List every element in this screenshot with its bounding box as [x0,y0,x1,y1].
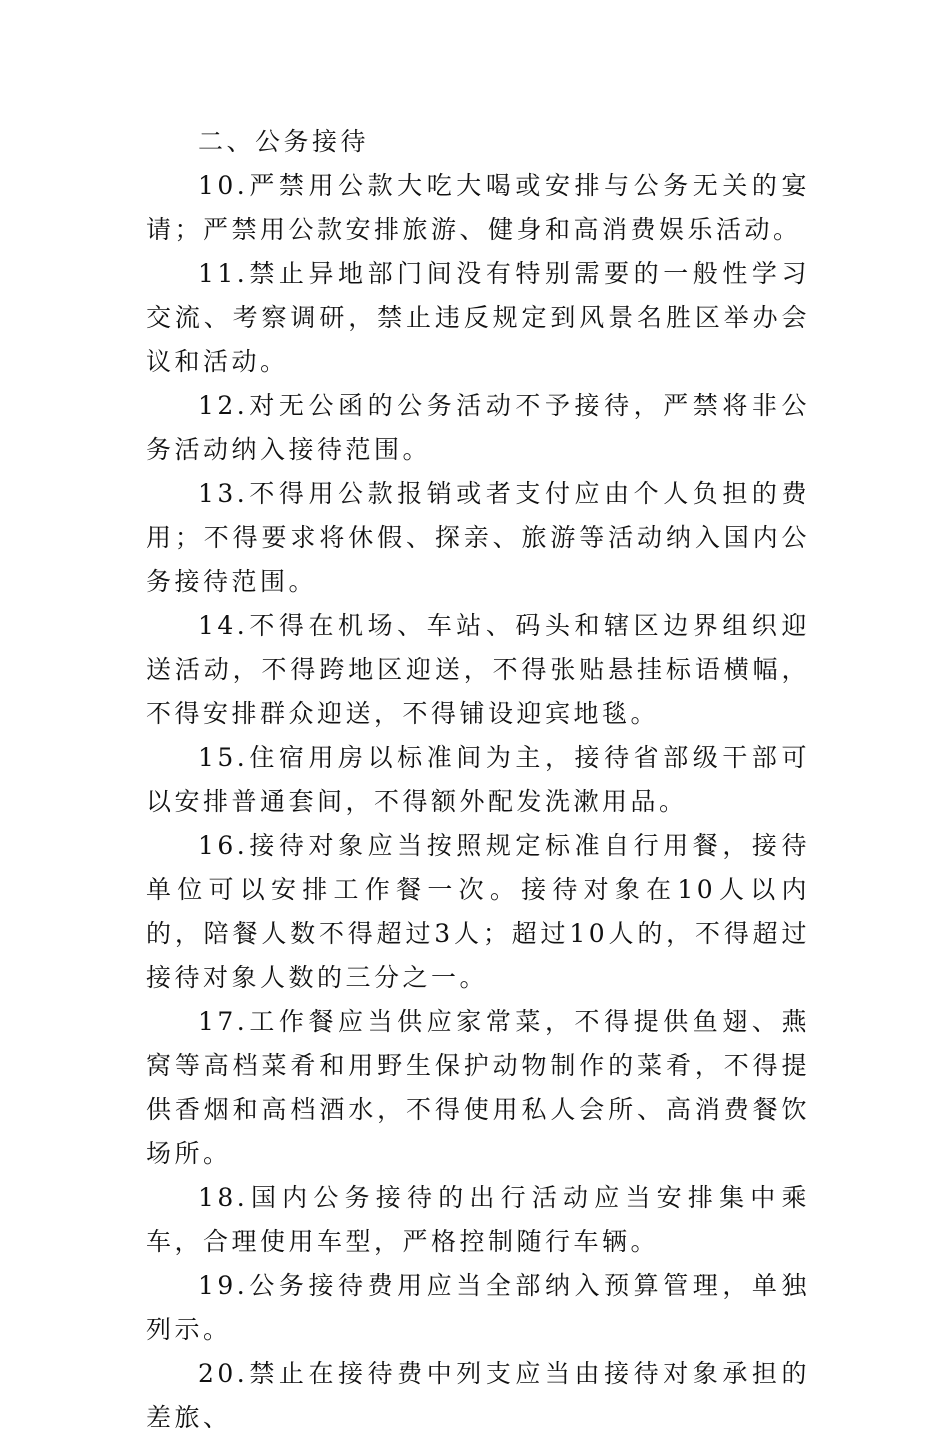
document-body [146,120,810,1440]
section-heading: 二、公务接待 [198,127,370,156]
paragraph-13: 13.不得用公款报销或者支付应由个人负担的费用；不得要求将休假、探亲、旅游等活动纳入国内公务接待范围。 [146,479,810,596]
paragraph-11: 11.禁止异地部门间没有特别需要的一般性学习交流、考察调研，禁止违反规定到风景名胜区举办会议和活动。 [146,259,810,376]
paragraph-19: 19.公务接待费用应当全部纳入预算管理，单独列示。 [146,1271,810,1344]
paragraph-12: 12.对无公函的公务活动不予接待，严禁将非公务活动纳入接待范围。 [146,391,810,464]
paragraph-14: 14.不得在机场、车站、码头和辖区边界组织迎送活动，不得跨地区迎送，不得张贴悬挂标语横幅，不得安排群众迎送，不得铺设迎宾地毯。 [146,611,810,728]
paragraph-20: 20.禁止在接待费中列支应当由接待对象承担的差旅、 [146,1359,810,1432]
paragraph-15: 15.住宿用房以标准间为主，接待省部级干部可以安排普通套间，不得额外配发洗漱用品。 [146,743,810,816]
paragraph-16: 16.接待对象应当按照规定标准自行用餐，接待单位可以安排工作餐一次。接待对象在10人以内的，陪餐人数不得超过3人；超过10人的，不得超过接待对象人数的三分之一。 [146,831,810,992]
paragraph-17: 17.工作餐应当供应家常菜，不得提供鱼翅、燕窝等高档菜肴和用野生保护动物制作的菜肴，不得提供香烟和高档酒水，不得使用私人会所、高消费餐饮场所。 [146,1007,810,1168]
paragraph-10: 10.严禁用公款大吃大喝或安排与公务无关的宴请；严禁用公款安排旅游、健身和高消费娱乐活动。 [146,171,810,244]
paragraph-18: 18.国内公务接待的出行活动应当安排集中乘车，合理使用车型，严格控制随行车辆。 [146,1183,810,1256]
